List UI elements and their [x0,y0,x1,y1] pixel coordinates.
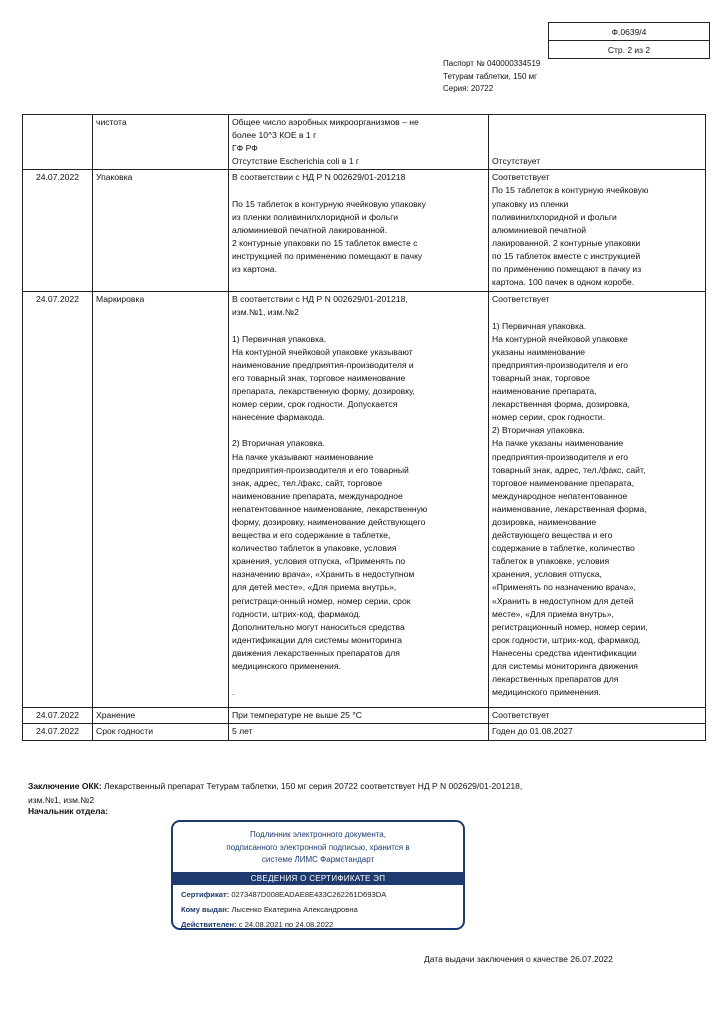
stamp-line: Подлинник электронного документа, [250,830,386,839]
stamp-line: системе ЛИМС Фармстандарт [261,855,375,864]
row-indicator: Упаковка [93,170,229,292]
row-date: 24.07.2022 [23,724,93,740]
passport-product: Тетурам таблетки, 150 мг [443,71,538,81]
stamp-issued-to: Кому выдан: Лысенко Екатерина Александровна [181,904,358,914]
row-requirement: При температуре не выше 25 °С [229,708,489,724]
row-indicator: Маркировка [93,292,229,708]
table-row [23,708,706,724]
table-row [23,170,706,292]
department-head-label: Начальник отдела: [28,806,109,816]
row-requirement: В соответствии с НД Р N 002629/01-201218, изм.№1, изм.№2 1) Первичная упаковка. На контурной ячейковой упаковке указывают наименование предприятия-производителя и его товарный знак, торговое наименование препарата, лекарственную форму, дозировку, номер серии, срок годности. Допускается нанесение фармакода. 2) Вторичная упаковка. На пачке указывают наименование предприятия-производителя и его товарный знак, адрес, тел./факс, сайт, торговое наименование препарата, международное непатентованное наименование, лекарственную форму, дозировку, наименование действующего вещества и его содержание в таблетке, количество таблеток в упаковке, условия хранения, условия отпуска, «Применять по назначению врача», «Хранить в недоступном для детей месте», «Для приема внутрь», регистраци-онный номер, номер серии, срок годности, штрих-код, фармакод. Дополнительно могут наноситься средства идентификации для системы мониторинга движения лекарственных препаратов для медицинского применения. . [229,292,489,708]
passport-header [443,58,540,96]
row-indicator: Хранение [93,708,229,724]
passport-series: Серия: 20722 [443,84,494,93]
row-result: Годен до 01.08.2027 [489,724,706,740]
stamp-validity: Действителен: с 24.08.2021 по 24.08.2022 [181,919,334,929]
table-row [23,292,706,708]
stamp-line: подписанного электронной подписью, хранится в [226,842,410,852]
row-requirement: 5 лет [229,724,489,740]
passport-number: Паспорт № 040000334519 [443,59,541,68]
row-date: 24.07.2022 [23,292,93,708]
table-row [23,115,706,170]
row-date: 24.07.2022 [23,170,93,292]
row-date: 24.07.2022 [23,708,93,724]
conclusion-label: Заключение ОКК: [28,781,102,791]
row-requirement: Общее число аэробных микроорганизмов – не более 10^3 КОЕ в 1 г ГФ РФ Отсутствие Escherichia coli в 1 г [229,115,489,170]
conclusion-text-cont: изм.№1, изм.№2 [28,794,95,805]
form-code: Ф.0639/4 [549,23,710,41]
row-result: Отсутствует [489,115,706,170]
page-number: Стр. 2 из 2 [549,41,710,59]
row-requirement: В соответствии с НД Р N 002629/01-201218 По 15 таблеток в контурную ячейковую упаковку из пленки поливинилхлоридной и фольги алюминиевой печатной лакированной. 2 контурные упаковки по 15 таблеток вместе с инструкцией по применению помещают в пачку из картона. [229,170,489,292]
table-row [23,724,706,740]
row-result: Соответствует 1) Первичная упаковка. На контурной ячейковой упаковке указаны наименование предприятия-производителя и его товарный знак, торговое наименование препарата, лекарственная форма, дозировка, номер серии, срок годности. 2) Вторичная упаковка. На пачке указаны наименование предприятия-производителя и его товарный знак, адрес, тел./факс, сайт, торговое наименование препарата, международное непатентованное наименование, лекарственная форма, дозировка, наименование действующего вещества и его содержание в таблетке, количество таблеток в упаковке, условия хранения, условия отпуска, «Применять по назначению врача», «Хранить в недоступном для детей месте», «Для приема внутрь», регистрационный номер, номер серии, срок годности, штрих-код, фармакод. Нанесены средства идентификации для системы мониторинга движения лекарственных препаратов для медицинского применения. [489,292,706,708]
form-code-box [548,22,710,59]
row-indicator: чистота [93,115,229,170]
row-indicator: Срок годности [93,724,229,740]
e-signature-stamp [171,820,465,930]
quality-table [22,114,706,741]
issue-date: Дата выдачи заключения о качестве 26.07.2022 [424,954,613,964]
row-result: Соответствует [489,708,706,724]
conclusion [28,780,588,807]
stamp-certificate: Сертификат: 0273487D008EADAE8E433C262261D693DA [181,889,387,899]
row-result: Соответствует По 15 таблеток в контурную ячейковую упаковку из пленки поливинилхлоридной и фольги алюминиевой печатной лакированной. 2 контурные упаковки по 15 таблеток вместе с инструкцией по применению помещают в пачку из картона. 100 пачек в одном коробе. [489,170,706,292]
conclusion-text: Лекарственный препарат Тетурам таблетки, 150 мг серия 20722 соответствует НД Р N 002629/01-201218, [101,781,523,791]
row-date [23,115,93,170]
stamp-certificate-bar: СВЕДЕНИЯ О СЕРТИФИКАТЕ ЭП [173,872,463,885]
